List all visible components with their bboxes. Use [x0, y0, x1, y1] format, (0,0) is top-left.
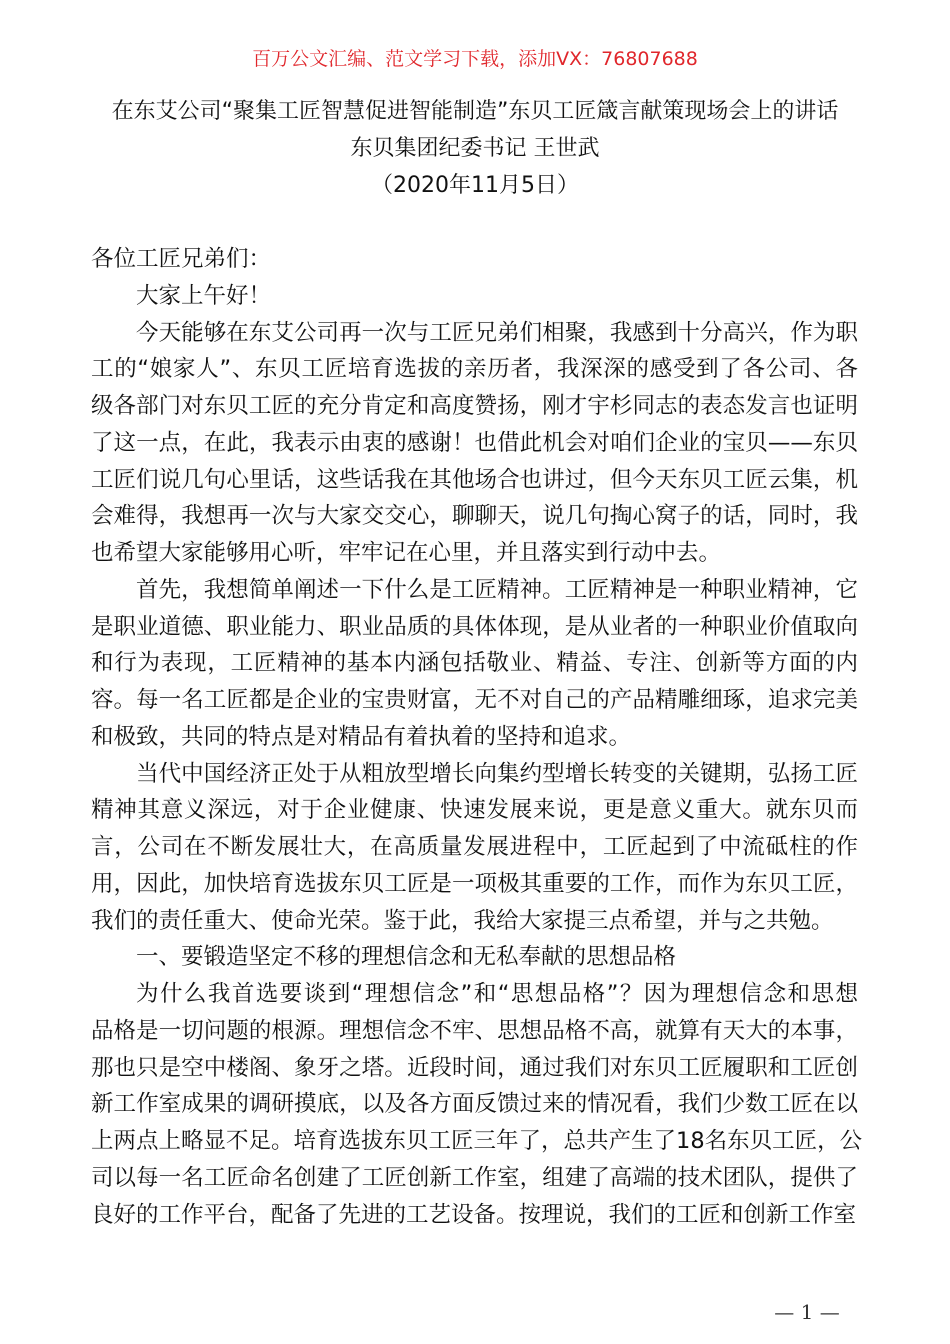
text-line: 是职业道德、职业能力、职业品质的具体体现，是从业者的一种职业价值取向 — [91, 613, 858, 640]
text-line: 各位工匠兄弟们： — [91, 246, 272, 272]
text-line: 上两点上略显不足。培育选拔东贝工匠三年了，总共产生了18名东贝工匠，公 — [91, 1128, 863, 1154]
text-line: 品格是一切问题的根源。理想信念不牢、思想品格不高，就算有天大的本事， — [91, 1017, 858, 1044]
text-line: 我们的责任重大、使命光荣。鉴于此，我给大家提三点希望，并与之共勉。 — [91, 907, 834, 934]
paragraph — [91, 759, 858, 943]
text-line: 和极致，共同的特点是对精品有着执着的坚持和追求。 — [91, 723, 632, 750]
text-line: 今天能够在东艾公司再一次与工匠兄弟们相聚，我感到十分高兴，作为职 — [136, 319, 858, 346]
text-line: 那也只是空中楼阁、象牙之塔。近段时间，通过我们对东贝工匠履职和工匠创 — [91, 1054, 858, 1081]
paragraph — [91, 575, 858, 759]
document-body — [91, 244, 863, 1236]
text-line: 当代中国经济正处于从粗放型增长向集约型增长转变的关键期，弘扬工匠 — [136, 760, 858, 787]
text-line: 容。每一名工匠都是企业的宝贵财富，无不对自己的产品精雕细琢，追求完美 — [91, 687, 858, 713]
text-line: 工匠们说几句心里话，这些话我在其他场合也讲过，但今天东贝工匠云集，机 — [91, 466, 858, 493]
paragraph — [91, 979, 863, 1236]
document-title: 在东艾公司“聚集工匠智慧促进智能制造”东贝工匠箴言献策现场会上的讲话 — [111, 99, 839, 124]
text-line: 一、要锻造坚定不移的理想信念和无私奉献的思想品格 — [136, 944, 677, 971]
paragraph — [91, 942, 858, 979]
page-number: — 1 — — [774, 1300, 840, 1324]
text-line: 大家上午好！ — [136, 282, 272, 309]
paragraph — [91, 318, 858, 575]
text-line: 了这一点，在此，我表示由衷的感谢！也借此机会对咱们企业的宝贝——东贝 — [91, 429, 858, 456]
text-line: 新工作室成果的调研摸底，以及各方面反馈过来的情况看，我们少数工匠在以 — [91, 1091, 858, 1118]
watermark-banner: 百万公文汇编、范文学习下载，添加VX：76807688 — [252, 48, 698, 70]
text-line: 工的“娘家人”、东贝工匠培育选拔的亲历者，我深深的感受到了各公司、各 — [91, 356, 858, 383]
text-line: 也希望大家能够用心听，牢牢记在心里，并且落实到行动中去。 — [91, 540, 722, 566]
text-line: 司以每一名工匠命名创建了工匠创新工作室，组建了高端的技术团队，提供了 — [91, 1164, 858, 1191]
author-line: 东贝集团纪委书记 王世武 — [350, 136, 600, 161]
text-line: 良好的工作平台，配备了先进的工艺设备。按理说，我们的工匠和创新工作室 — [91, 1201, 857, 1228]
paragraph — [91, 244, 858, 281]
text-line: 首先，我想简单阐述一下什么是工匠精神。工匠精神是一种职业精神，它 — [136, 576, 858, 603]
text-line: 和行为表现，工匠精神的基本内涵包括敬业、精益、专注、创新等方面的内 — [91, 650, 858, 677]
date-line: （2020年11月5日） — [371, 173, 579, 198]
text-line: 用，因此，加快培育选拔东贝工匠是一项极其重要的工作，而作为东贝工匠， — [91, 870, 858, 897]
paragraph — [91, 281, 858, 318]
text-line: 为什么我首选要谈到“理想信念”和“思想品格”？因为理想信念和思想 — [136, 981, 858, 1007]
text-line: 言，公司在不断发展壮大，在高质量发展进程中，工匠起到了中流砥柱的作 — [91, 834, 858, 860]
text-line: 级各部门对东贝工匠的充分肯定和高度赞扬，刚才宇杉同志的表态发言也证明 — [91, 393, 858, 419]
text-line: 会难得，我想再一次与大家交交心，聊聊天，说几句掏心窝子的话，同时，我 — [91, 503, 858, 530]
text-line: 精神其意义深远，对于企业健康、快速发展来说，更是意义重大。就东贝而 — [91, 797, 858, 824]
